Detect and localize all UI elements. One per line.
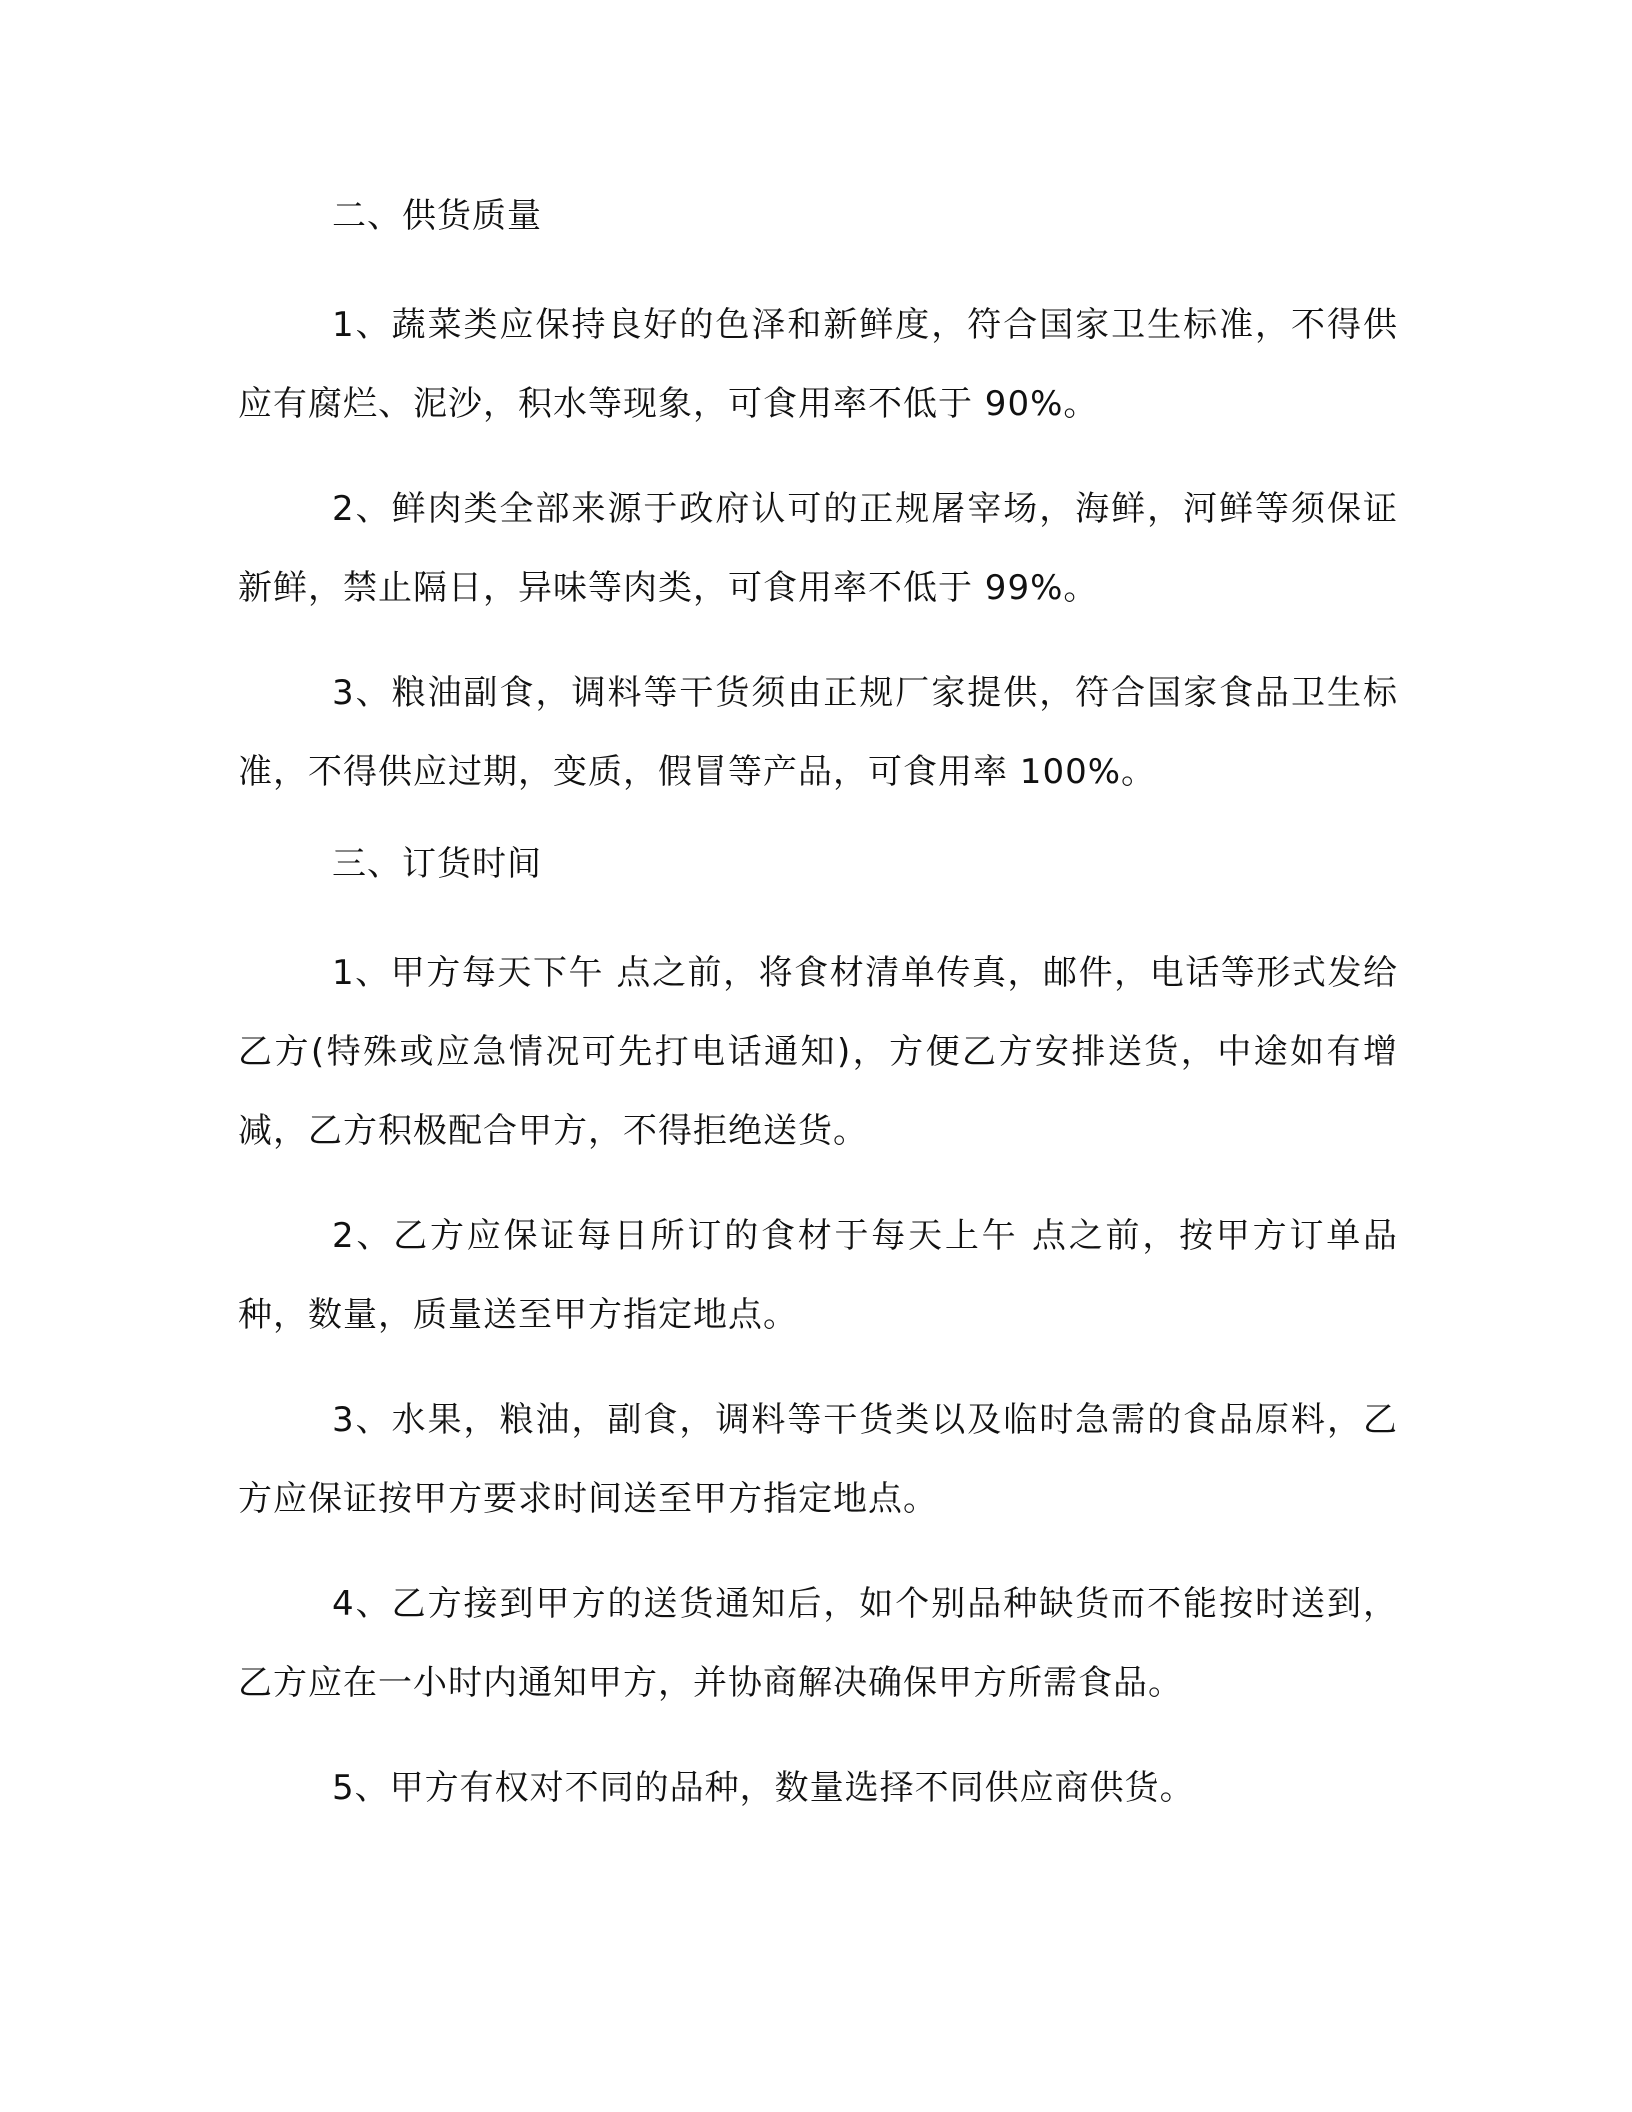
paragraph-order-deadline: 1、甲方每天下午 点之前，将食材清单传真，邮件，电话等形式发给乙方(特殊或应急情况可先打电话通知)，方便乙方安排送货，中途如有增减，乙方积极配合甲方，不得拒绝送货。 <box>238 953 1398 1151</box>
section-heading-supply-quality: 二、供货质量 <box>332 196 542 236</box>
document-body <box>238 190 1398 1828</box>
paragraph-stock-shortage: 4、乙方接到甲方的送货通知后，如个别品种缺货而不能按时送到，乙方应在一小时内通知甲方，并协商解决确保甲方所需食品。 <box>238 1584 1398 1703</box>
paragraph-vegetables: 1、蔬菜类应保持良好的色泽和新鲜度，符合国家卫生标准，不得供应有腐烂、泥沙，积水等现象，可食用率不低于 90%。 <box>238 305 1398 424</box>
paragraph-delivery-deadline: 2、乙方应保证每日所订的食材于每天上午 点之前，按甲方订单品种，数量，质量送至甲方指定地点。 <box>238 1216 1398 1335</box>
paragraph-urgent-items: 3、水果，粮油，副食，调料等干货类以及临时急需的食品原料，乙方应保证按甲方要求时间送至甲方指定地点。 <box>238 1400 1398 1519</box>
paragraph-fresh-meat: 2、鲜肉类全部来源于政府认可的正规屠宰场，海鲜，河鲜等须保证新鲜，禁止隔日，异味等肉类，可食用率不低于 99%。 <box>238 489 1398 608</box>
paragraph-dry-goods: 3、粮油副食，调料等干货须由正规厂家提供，符合国家食品卫生标准，不得供应过期，变质，假冒等产品，可食用率 100%。 <box>238 673 1398 792</box>
paragraph-supplier-choice: 5、甲方有权对不同的品种，数量选择不同供应商供货。 <box>332 1768 1195 1808</box>
section-heading-order-time: 三、订货时间 <box>332 844 542 884</box>
